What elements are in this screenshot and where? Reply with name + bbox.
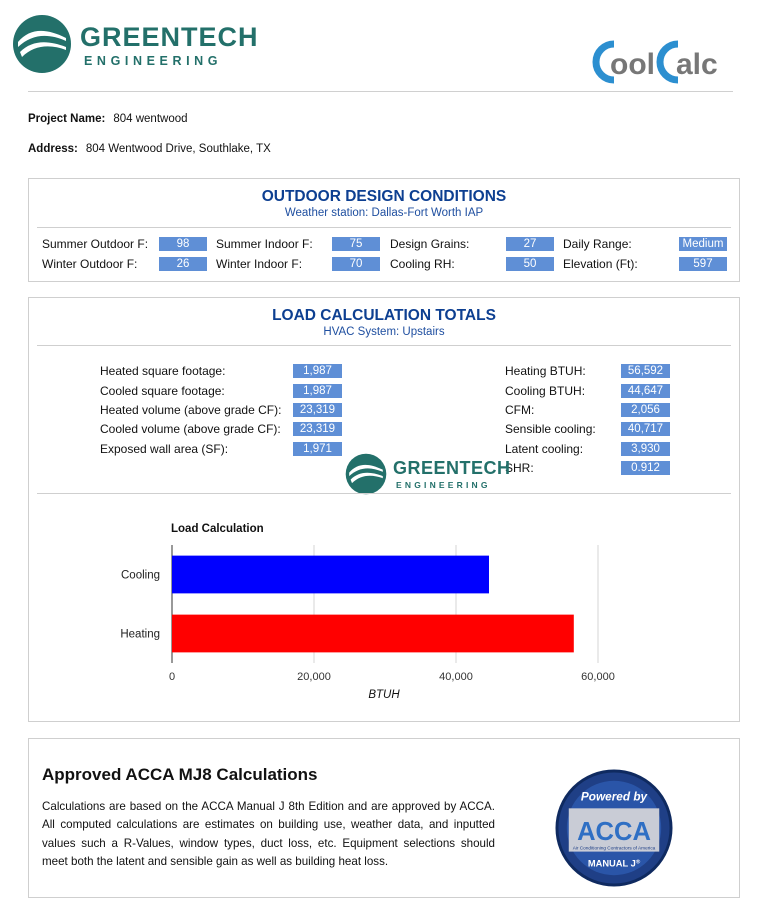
outdoor-field-value: 50 (506, 257, 554, 271)
outdoor-field-value: Medium (679, 237, 727, 251)
greentech-watermark (345, 453, 511, 497)
outdoor-divider (37, 227, 731, 228)
chart-x-tick-label: 0 (168, 671, 176, 683)
outdoor-field-label: Design Grains: (390, 237, 470, 251)
chart-x-tick-label: 40,000 (439, 671, 473, 683)
outdoor-field-label: Elevation (Ft): (563, 257, 638, 271)
project-name-label: Project Name: (28, 113, 106, 125)
watermark-line2: ENGINEERING (396, 480, 491, 490)
acca-badge-main: ACCA (577, 817, 651, 846)
totals-right-label: Cooling BTUH: (505, 384, 586, 398)
chart-x-tick-label: 20,000 (297, 671, 331, 683)
greentech-wave-icon (12, 14, 72, 74)
outdoor-field-label: Summer Indoor F: (216, 237, 313, 251)
outdoor-field-value: 70 (332, 257, 380, 271)
acca-badge-top: Powered by (580, 789, 648, 804)
totals-left-label: Heated square footage: (100, 364, 226, 378)
totals-right-label: SHR: (505, 461, 534, 475)
outdoor-subtitle: Weather station: Dallas-Fort Worth IAP (284, 207, 484, 219)
approved-heading: Approved ACCA MJ8 Calculations (42, 765, 318, 784)
brand-name-line2: ENGINEERING (84, 54, 223, 68)
header-divider (28, 91, 733, 92)
totals-right-value: 3,930 (621, 442, 670, 456)
address-value: 804 Wentwood Drive, Southlake, TX (85, 143, 271, 155)
project-name-row (28, 113, 188, 125)
totals-right-label: Sensible cooling: (505, 422, 596, 436)
outdoor-field-label: Winter Indoor F: (216, 257, 303, 271)
approved-panel (28, 738, 740, 898)
watermark-line1: GREENTECH (393, 458, 511, 478)
totals-left-value: 23,319 (293, 403, 342, 417)
acca-badge-small: Air Conditioning Contractors of America (572, 846, 656, 852)
svg-text:ool: ool (610, 48, 655, 81)
chart-bar-cooling (172, 556, 489, 594)
acca-badge-bottom: MANUAL J® (587, 858, 641, 869)
totals-left-label: Exposed wall area (SF): (100, 442, 229, 456)
project-name-value: 804 wentwood (113, 113, 188, 125)
greentech-logo (12, 14, 259, 76)
address-row (28, 143, 271, 155)
address-label: Address: (28, 143, 78, 155)
outdoor-field-value: 98 (159, 237, 207, 251)
load-calculation-chart (29, 503, 739, 708)
outdoor-field-label: Cooling RH: (390, 257, 455, 271)
totals-right-label: Latent cooling: (505, 442, 584, 456)
chart-title: Load Calculation (171, 523, 264, 535)
svg-text:alc: alc (676, 48, 718, 81)
chart-x-axis-label: BTUH (368, 689, 400, 701)
outdoor-field-value: 27 (506, 237, 554, 251)
chart-x-tick-label: 60,000 (581, 671, 615, 683)
outdoor-field-value: 26 (159, 257, 207, 271)
totals-right-label: CFM: (505, 403, 535, 417)
totals-left-value: 1,971 (293, 442, 342, 456)
totals-left-value: 23,319 (293, 422, 342, 436)
outdoor-design-panel (28, 178, 740, 282)
totals-left-value: 1,987 (293, 364, 342, 378)
totals-left-label: Cooled volume (above grade CF): (100, 422, 281, 436)
greentech-wave-icon (345, 453, 387, 495)
outdoor-title: OUTDOOR DESIGN CONDITIONS (261, 188, 507, 205)
totals-right-value: 56,592 (621, 364, 670, 378)
outdoor-field-label: Daily Range: (563, 237, 632, 251)
totals-divider (37, 345, 731, 346)
chart-category-label: Cooling (121, 569, 160, 582)
chart-bar-heating (172, 615, 574, 653)
approved-paragraph: Calculations are based on the ACCA Manual J 8th Edition and are approved by ACCA. All computed calculations are estimates on building use, weather data, and inputted values such a R-Values, window types, duct loss, etc. Equipment selections should meet both the latent and sensible gain as well as building heat loss. (42, 800, 495, 869)
outdoor-field-value: 75 (332, 237, 380, 251)
cool-calc-logo (592, 36, 732, 86)
totals-left-label: Heated volume (above grade CF): (100, 403, 282, 417)
totals-right-value: 40,717 (621, 422, 670, 436)
totals-subtitle: HVAC System: Upstairs (323, 326, 445, 338)
load-totals-panel (28, 297, 740, 722)
outdoor-field-label: Winter Outdoor F: (42, 257, 138, 271)
acca-badge (555, 769, 673, 887)
chart-category-label: Heating (120, 628, 160, 641)
totals-left-label: Cooled square footage: (100, 384, 225, 398)
outdoor-field-label: Summer Outdoor F: (42, 237, 149, 251)
totals-right-label: Heating BTUH: (505, 364, 586, 378)
totals-right-value: 2,056 (621, 403, 670, 417)
chart-divider (37, 493, 731, 494)
totals-right-value: 44,647 (621, 384, 670, 398)
totals-right-value: 0.912 (621, 461, 670, 475)
totals-left-value: 1,987 (293, 384, 342, 398)
brand-name-line1: GREENTECH (80, 22, 259, 52)
outdoor-field-value: 597 (679, 257, 727, 271)
totals-title: LOAD CALCULATION TOTALS (272, 307, 496, 324)
